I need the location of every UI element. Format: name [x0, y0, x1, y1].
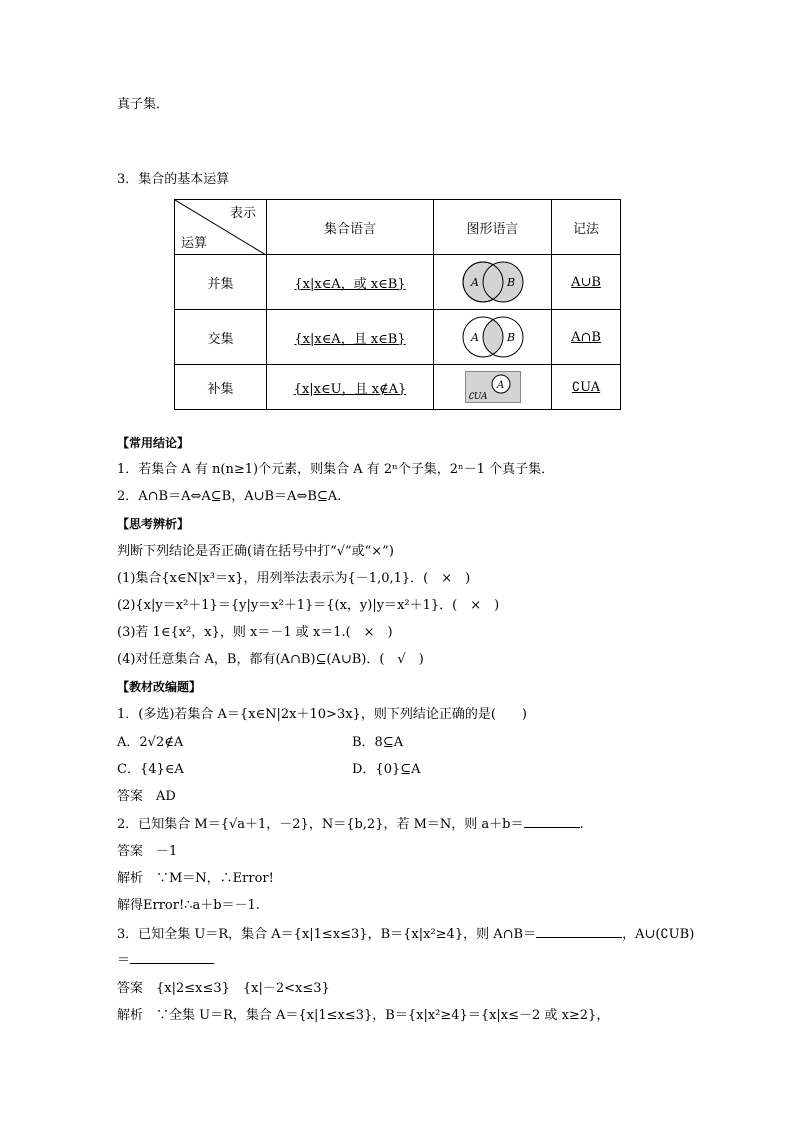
section3-title: 3．集合的基本运算 — [117, 172, 230, 187]
col-header-graphic-language: 图形语言 — [434, 200, 552, 255]
col-header-notation: 记法 — [552, 200, 621, 255]
row-name-union: 并集 — [175, 255, 267, 310]
q1-option-a: A．2√2∉A — [117, 735, 184, 750]
venn-label-b: B — [506, 276, 515, 289]
venn-label-a: A — [496, 380, 504, 391]
set-operations-table — [174, 199, 621, 410]
q2-stem — [117, 815, 584, 834]
q2-analysis-2: 解得Error!∴a＋b＝－1. — [117, 898, 260, 913]
think-item-2: (2){x|y＝x²＋1}＝{y|y＝x²＋1}＝{(x，y)|y＝x²＋1}．( × ) — [117, 598, 500, 613]
table-row-union — [175, 255, 621, 310]
table-corner-cell — [175, 200, 267, 255]
q1-option-c: C．{4}∈A — [117, 762, 184, 777]
set-language-intersection: {x|x∈A，且 x∈B} — [294, 331, 406, 347]
q2-answer: 答案 －1 — [117, 844, 178, 859]
notation-complement: ∁UA — [571, 379, 601, 395]
q1-option-b: B．8⊆A — [352, 735, 404, 750]
think-item-1: (1)集合{x∈N|x³＝x}，用列举法表示为{－1,0,1}．( × ) — [117, 571, 471, 586]
q3-stem-line1 — [117, 925, 694, 944]
common-item-1: 1．若集合 A 有 n(n≥1)个元素，则集合 A 有 2ⁿ个子集，2ⁿ－1 个真子集． — [117, 462, 555, 477]
row-name-complement: 补集 — [175, 365, 267, 410]
q3-stem-mid: ，A∪(∁UB) — [622, 927, 695, 942]
table-row-intersection — [175, 310, 621, 365]
think-intro: 判断下列结论是否正确(请在括号中打“√”或“×”) — [117, 544, 394, 559]
corner-top-label: 表示 — [229, 206, 256, 221]
venn-complement — [434, 365, 552, 410]
q2-stem-end: . — [579, 817, 584, 832]
q3-stem-line2-text: ＝ — [117, 953, 131, 968]
venn-label-a: A — [470, 331, 479, 344]
common-item-2: 2．A∩B＝A⇔A⊆B，A∪B＝A⇔B⊆A. — [117, 489, 342, 504]
q3-blank-1 — [536, 925, 622, 938]
col-header-set-language: 集合语言 — [267, 200, 434, 255]
q2-stem-text: 2．已知集合 M＝{√a＋1，－2}，N＝{b,2}，若 M＝N，则 a＋b＝ — [117, 817, 524, 832]
think-heading: 【思考辨析】 — [117, 517, 190, 531]
venn-label-b: B — [506, 331, 515, 344]
q3-blank-2 — [130, 951, 214, 964]
venn-union — [434, 255, 552, 310]
row-name-intersection: 交集 — [175, 310, 267, 365]
q2-analysis-1: 解析 ∵M＝N，∴Error! — [117, 871, 274, 886]
q3-answer: 答案 {x|2≤x≤3} {x|－2<x≤3} — [117, 981, 330, 996]
venn-intersection — [434, 310, 552, 365]
table-row-complement — [175, 365, 621, 410]
q1-stem: 1．(多选)若集合 A＝{x∈N|2x＋10>3x}，则下列结论正确的是( ) — [117, 707, 527, 722]
q3-analysis: 解析 ∵全集 U＝R，集合 A＝{x|1≤x≤3}，B＝{x|x²≥4}＝{x|x≤－2 或 x≥2}， — [117, 1008, 610, 1023]
q3-stem-line2 — [117, 951, 214, 970]
q1-option-d: D．{0}⊆A — [352, 762, 421, 777]
intro-tail: 真子集． — [117, 97, 170, 112]
think-item-4: (4)对任意集合 A，B，都有(A∩B)⊆(A∪B)．( √ ) — [117, 652, 424, 667]
notation-intersection: A∩B — [571, 329, 601, 345]
q1-answer: 答案 AD — [117, 789, 176, 804]
notation-union: A∪B — [571, 274, 601, 290]
q2-answer-blank — [524, 815, 580, 828]
q3-stem-text: 3．已知全集 U＝R，集合 A＝{x|1≤x≤3}，B＝{x|x²≥4}，则 A∩B＝ — [117, 927, 537, 942]
textbook-heading: 【教材改编题】 — [117, 680, 202, 694]
venn-label-a: A — [470, 276, 479, 289]
corner-bottom-label: 运算 — [181, 236, 208, 251]
venn-label-complement: ∁UA — [467, 392, 488, 402]
set-language-union: {x|x∈A，或 x∈B} — [294, 276, 406, 292]
think-item-3: (3)若 1∈{x²，x}，则 x＝－1 或 x＝1.( × ) — [117, 625, 393, 640]
set-language-complement: {x|x∈U，且 x∉A} — [293, 381, 407, 397]
common-heading: 【常用结论】 — [117, 436, 190, 450]
